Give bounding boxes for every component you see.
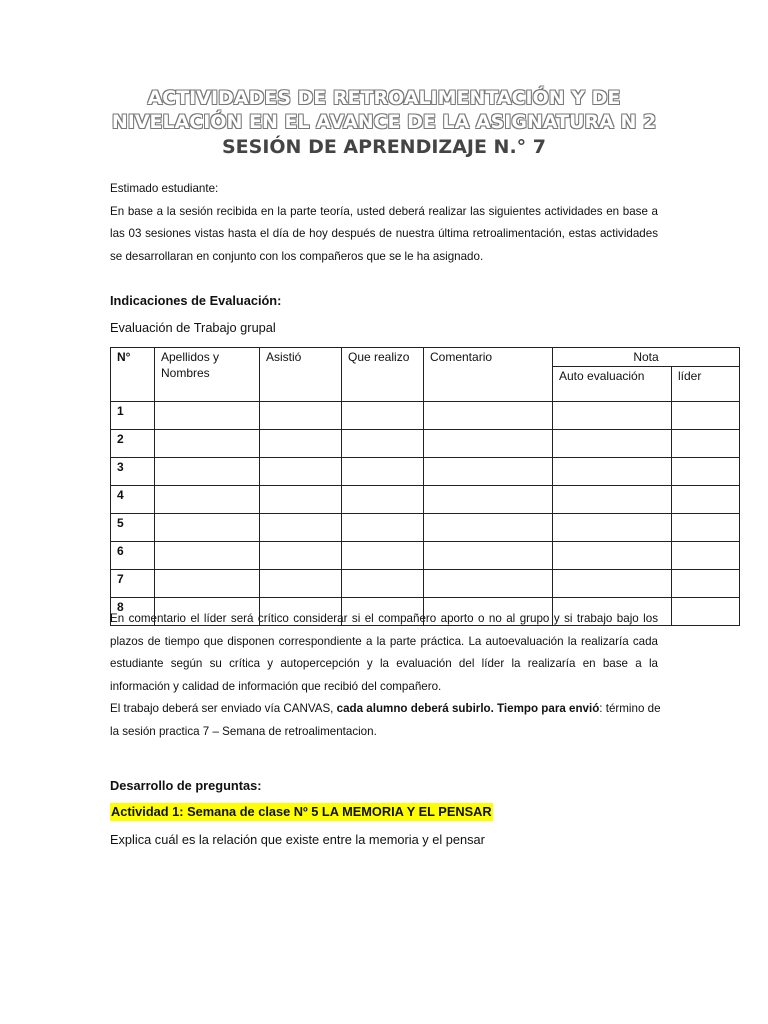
header-grade: Nota — [553, 348, 740, 367]
submission-line — [110, 698, 661, 721]
row-number: 2 — [111, 430, 155, 458]
table-row — [111, 458, 740, 486]
header-comment: Comentario — [424, 348, 553, 402]
activity-1-prompt: Explica cuál es la relación que existe entre la memoria y el pensar — [110, 832, 485, 847]
row-number: 5 — [111, 514, 155, 542]
header-names: Apellidos y Nombres — [155, 348, 260, 402]
submission-text: El trabajo deberá ser enviado vía CANVAS, — [110, 702, 337, 715]
header-number: N° — [111, 348, 155, 402]
evaluation-heading: Indicaciones de Evaluación: — [110, 293, 282, 308]
header-leader: líder — [672, 367, 740, 402]
intro-line: las 03 sesiones vistas hasta el día de hoy después de nuestra última retroalimentación, estas actividades — [110, 227, 658, 240]
header-attended: Asistió — [260, 348, 342, 402]
submission-bold: cada alumno deberá subirlo. Tiempo para envió — [336, 702, 600, 715]
table-row — [111, 570, 740, 598]
submission-end: : término de — [599, 702, 661, 715]
activity-1-title: Actividad 1: Semana de clase Nº 5 LA MEMORIA Y EL PENSAR — [111, 804, 492, 819]
instructions-line: estudiante según su crítica y autopercepción y la evaluación del líder la realizaría en base a la — [110, 657, 658, 670]
group-evaluation-subheading: Evaluación de Trabajo grupal — [110, 320, 276, 335]
instructions-line: En comentario el líder será crítico considerar si el compañero aporto o no al grupo y si trabajo bajo los — [110, 612, 658, 625]
intro-paragraph — [110, 178, 658, 268]
table-row — [111, 542, 740, 570]
title-line-2: NIVELACIÓN EN EL AVANCE DE LA ASIGNATURA N 2 — [111, 111, 657, 133]
row-number: 3 — [111, 458, 155, 486]
instructions-line: plazos de tiempo que disponen correspondiente a la parte práctica. La autoevaluación la realizaría cada — [110, 634, 658, 648]
deadline-line: la sesión practica 7 – Semana de retroalimentacion. — [110, 724, 377, 738]
row-number: 1 — [111, 402, 155, 430]
questions-heading: Desarrollo de preguntas: — [110, 778, 262, 793]
header-what-did: Que realizo — [342, 348, 424, 402]
greeting: Estimado estudiante: — [110, 182, 219, 195]
instructions-line: información y calidad de información que recibió del compañero. — [110, 679, 442, 693]
table-row — [111, 486, 740, 514]
table-row — [111, 430, 740, 458]
intro-line: En base a la sesión recibida en la parte teoría, usted deberá realizar las siguientes actividades en base a — [110, 204, 658, 218]
table-row — [111, 514, 740, 542]
row-number: 8 — [111, 598, 155, 626]
evaluation-table — [110, 347, 740, 626]
row-number: 6 — [111, 542, 155, 570]
header-self-evaluation: Auto evaluación — [553, 367, 672, 402]
intro-line: se desarrollaran en conjunto con los compañeros que se le ha asignado. — [110, 249, 484, 263]
instructions-paragraph — [110, 608, 661, 743]
row-number: 7 — [111, 570, 155, 598]
session-title: SESIÓN DE APRENDIZAJE N.° 7 — [221, 136, 547, 158]
title-line-1: ACTIVIDADES DE RETROALIMENTACIÓN Y DE — [147, 87, 621, 109]
table-row — [111, 402, 740, 430]
row-number: 4 — [111, 486, 155, 514]
